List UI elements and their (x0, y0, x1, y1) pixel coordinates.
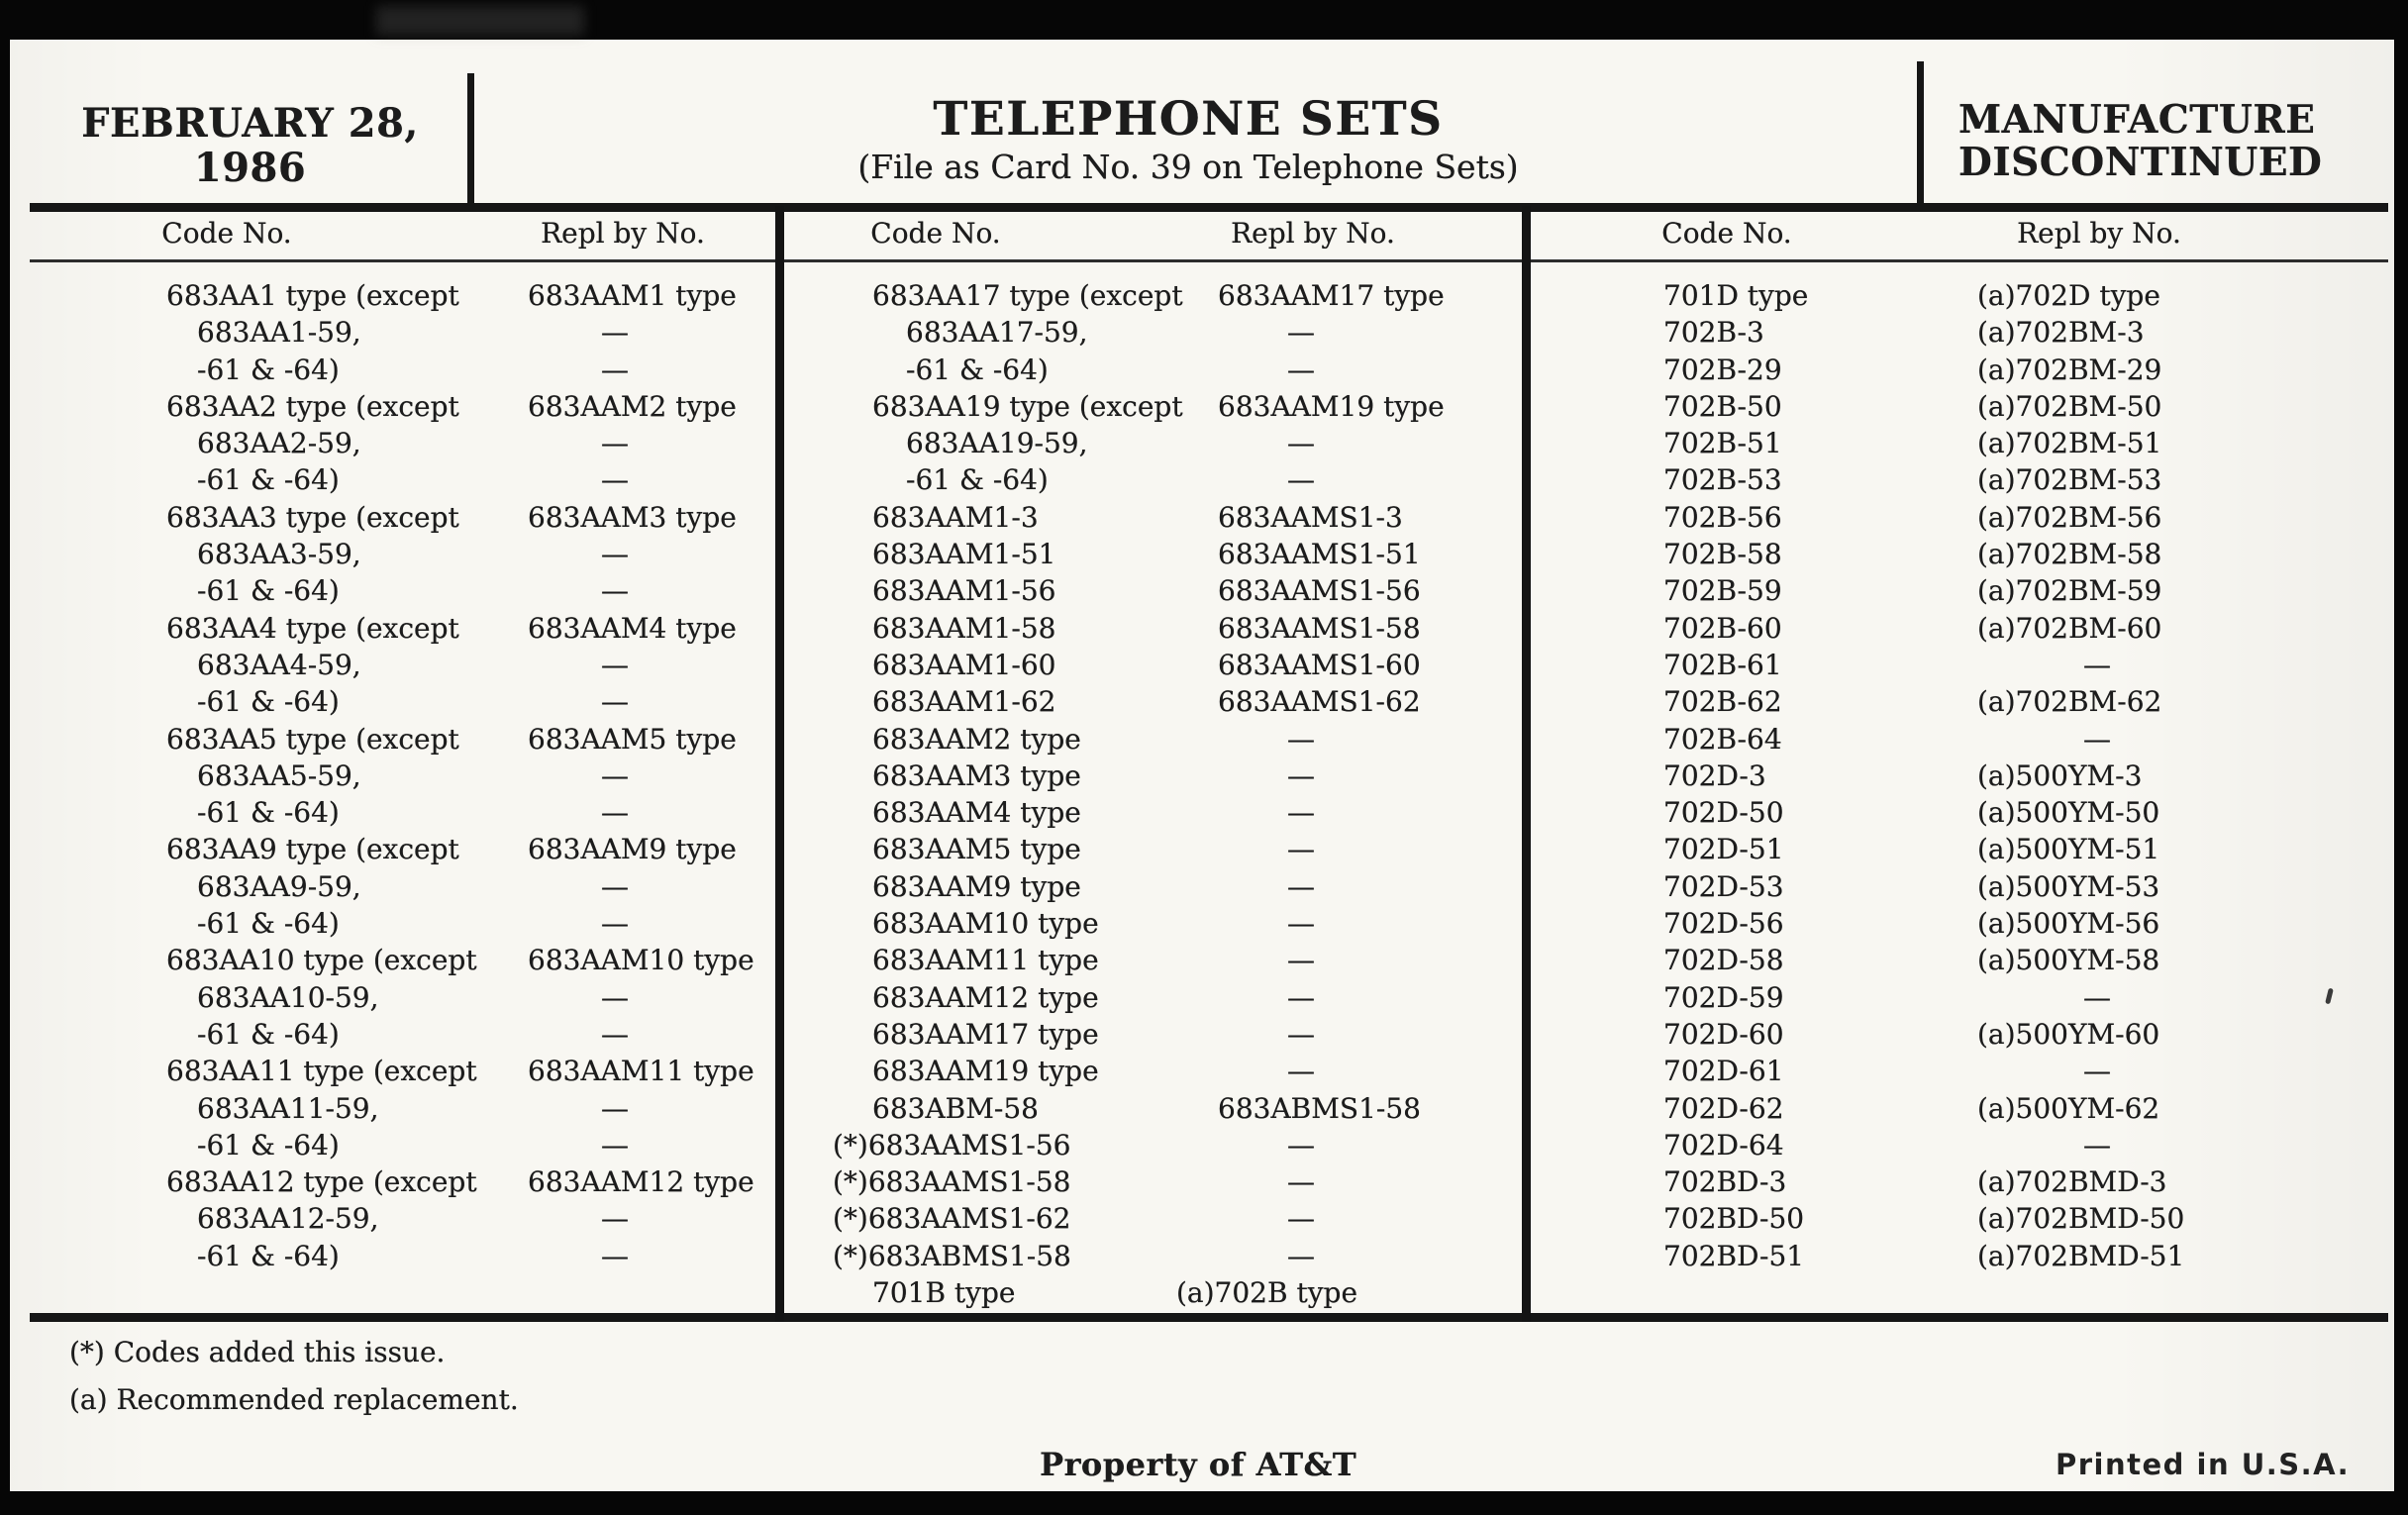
code-cell: 702B-62 (1663, 685, 1782, 719)
repl-cell: (a)500YM-50 (1977, 796, 2160, 830)
issue-date-line2: 1986 (193, 145, 307, 191)
repl-cell: (a)702BM-3 (1977, 316, 2145, 350)
code-cell: -61 & -64) (197, 574, 340, 608)
col-header-repl-1: Repl by No. (541, 217, 705, 250)
code-cell: 683AAM1-51 (872, 538, 1056, 571)
code-cell: 702B-3 (1663, 316, 1764, 350)
code-cell: 683AA5-59, (197, 758, 361, 792)
repl-cell: (a)500YM-60 (1977, 1017, 2160, 1051)
repl-cell: (a)702BM-58 (1977, 538, 2162, 571)
code-cell: (*)683AAMS1-58 (833, 1165, 1071, 1199)
repl-cell: 683AAM3 type (528, 500, 737, 534)
repl-cell: (a)702BM-53 (1977, 463, 2162, 497)
issue-date-line1: FEBRUARY 28, (81, 100, 419, 147)
repl-cell: — (1287, 869, 1315, 903)
group-divider-2 (1522, 206, 1531, 1322)
code-cell: 702D-61 (1663, 1055, 1784, 1088)
code-cell: 683AA9 type (except (166, 833, 459, 866)
col-header-repl-2: Repl by No. (1231, 217, 1395, 250)
repl-cell: — (601, 574, 629, 608)
code-cell: -61 & -64) (197, 1128, 340, 1162)
repl-cell: 683AAMS1-51 (1218, 538, 1421, 571)
code-cell: 701D type (1663, 279, 1809, 312)
code-cell: 702D-62 (1663, 1091, 1784, 1125)
repl-cell: — (1287, 353, 1315, 386)
repl-cell: — (1287, 1239, 1315, 1272)
repl-cell: (a)702BM-29 (1977, 353, 2162, 386)
code-cell: -61 & -64) (197, 463, 340, 497)
repl-cell: 683ABMS1-58 (1218, 1091, 1421, 1125)
code-cell: 702D-64 (1663, 1128, 1784, 1162)
column-header-rule (30, 259, 2388, 262)
repl-cell: (a)500YM-58 (1977, 944, 2160, 977)
repl-cell: — (2083, 1055, 2111, 1088)
code-cell: (*)683AAMS1-56 (833, 1128, 1071, 1162)
code-cell: 683AA12 type (except (166, 1165, 477, 1199)
repl-cell: 683AAM19 type (1218, 389, 1445, 423)
repl-cell: 683AAMS1-62 (1218, 685, 1421, 719)
footer-printed: Printed in U.S.A. (2056, 1448, 2351, 1481)
repl-cell: (a)702BM-62 (1977, 685, 2162, 719)
code-cell: 683AA1 type (except (166, 279, 459, 312)
repl-cell: (a)702D type (1977, 279, 2160, 312)
footer-property: Property of AT&T (1040, 1446, 1357, 1483)
code-cell: (*)683ABMS1-58 (833, 1239, 1071, 1272)
repl-cell: — (1287, 463, 1315, 497)
repl-cell: (a)500YM-62 (1977, 1091, 2160, 1125)
code-cell: 683AA4 type (except (166, 611, 459, 645)
code-cell: 702B-53 (1663, 463, 1782, 497)
code-cell: 702D-53 (1663, 869, 1784, 903)
repl-cell: — (601, 538, 629, 571)
repl-cell: 683AAMS1-60 (1218, 648, 1421, 681)
code-cell: -61 & -64) (197, 796, 340, 830)
footnote-recommended: (a) Recommended replacement. (69, 1383, 519, 1416)
code-cell: 702B-51 (1663, 427, 1782, 460)
table-group-2 (784, 277, 1522, 1311)
repl-cell: — (1287, 1202, 1315, 1236)
repl-cell: (a)500YM-53 (1977, 869, 2160, 903)
code-cell: 702B-50 (1663, 389, 1782, 423)
repl-cell: 683AAM11 type (528, 1055, 754, 1088)
repl-cell: 683AAM10 type (528, 944, 754, 977)
code-cell: 702B-61 (1663, 648, 1782, 681)
repl-cell: — (601, 1202, 629, 1236)
code-cell: 683AA3 type (except (166, 500, 459, 534)
code-cell: 702BD-3 (1663, 1165, 1787, 1199)
code-cell: 702B-58 (1663, 538, 1782, 571)
code-cell: 683AA2 type (except (166, 389, 459, 423)
code-cell: 683AA10-59, (197, 980, 379, 1014)
code-cell: 683AA11 type (except (166, 1055, 477, 1088)
repl-cell: — (1287, 427, 1315, 460)
repl-cell: (a)500YM-56 (1977, 907, 2160, 941)
card-title-block (465, 92, 1911, 186)
code-cell: 702B-59 (1663, 574, 1782, 608)
code-cell: 683AA19-59, (906, 427, 1088, 460)
table-group-3 (1531, 277, 2386, 1274)
scan-top-bar-streak (376, 6, 584, 36)
code-cell: 683AAM5 type (872, 833, 1081, 866)
header-separator-right (1917, 61, 1924, 203)
repl-cell: (a)500YM-51 (1977, 833, 2160, 866)
code-cell: 702D-3 (1663, 758, 1766, 792)
repl-cell: — (601, 1091, 629, 1125)
code-cell: 683AA5 type (except (166, 722, 459, 756)
repl-cell: (a)702BM-51 (1977, 427, 2162, 460)
repl-cell: — (1287, 796, 1315, 830)
code-cell: 683AAM1-62 (872, 685, 1056, 719)
card-title: TELEPHONE SETS (933, 92, 1444, 147)
repl-cell: — (601, 427, 629, 460)
code-cell: 683AA12-59, (197, 1202, 379, 1236)
repl-cell: — (601, 796, 629, 830)
code-cell: -61 & -64) (197, 1239, 340, 1272)
repl-cell: — (601, 353, 629, 386)
code-cell: 683AAM10 type (872, 907, 1099, 941)
code-cell: 702D-56 (1663, 907, 1784, 941)
repl-cell: 683AAM12 type (528, 1165, 754, 1199)
repl-cell: (a)702BM-59 (1977, 574, 2162, 608)
code-cell: 683AAM1-56 (872, 574, 1056, 608)
code-cell: 702BD-51 (1663, 1239, 1805, 1272)
code-cell: 683AAM1-3 (872, 500, 1039, 534)
code-cell: -61 & -64) (197, 353, 340, 386)
code-cell: 702D-58 (1663, 944, 1784, 977)
code-cell: 683AA3-59, (197, 538, 361, 571)
status-label (1958, 99, 2374, 184)
col-header-code-1: Code No. (161, 217, 292, 250)
repl-cell: 683AAMS1-58 (1218, 611, 1421, 645)
status-line2: DISCONTINUED (1958, 140, 2323, 185)
code-cell: 702B-60 (1663, 611, 1782, 645)
code-cell: 702D-51 (1663, 833, 1784, 866)
code-cell: 683AAM3 type (872, 758, 1081, 792)
code-cell: 683AA17 type (except (872, 279, 1183, 312)
code-cell: 702D-50 (1663, 796, 1784, 830)
code-cell: 701B type (872, 1276, 1016, 1310)
code-cell: 702D-59 (1663, 980, 1784, 1014)
repl-cell: — (2083, 722, 2111, 756)
header-separator-left (467, 73, 474, 203)
col-header-code-3: Code No. (1661, 217, 1792, 250)
repl-cell: — (601, 758, 629, 792)
repl-cell: — (1287, 758, 1315, 792)
repl-cell: (a)702BM-50 (1977, 389, 2162, 423)
repl-cell: (a)702BMD-51 (1977, 1239, 2185, 1272)
repl-cell: — (601, 869, 629, 903)
col-header-code-2: Code No. (870, 217, 1001, 250)
repl-cell: — (2083, 648, 2111, 681)
repl-cell: (a)702BMD-3 (1977, 1165, 2167, 1199)
code-cell: 683AA11-59, (197, 1091, 379, 1125)
code-cell: -61 & -64) (197, 907, 340, 941)
repl-cell: — (601, 1017, 629, 1051)
repl-cell: — (1287, 833, 1315, 866)
code-cell: 683AA17-59, (906, 316, 1088, 350)
code-cell: 702BD-50 (1663, 1202, 1805, 1236)
repl-cell: — (601, 1128, 629, 1162)
code-cell: 683AA1-59, (197, 316, 361, 350)
code-cell: 683AAM11 type (872, 944, 1099, 977)
repl-cell: — (1287, 944, 1315, 977)
code-cell: -61 & -64) (197, 1017, 340, 1051)
code-cell: 702D-60 (1663, 1017, 1784, 1051)
code-cell: 702B-29 (1663, 353, 1782, 386)
repl-cell: — (2083, 1128, 2111, 1162)
status-line1: MANUFACTURE (1958, 97, 2316, 143)
code-cell: -61 & -64) (906, 463, 1049, 497)
repl-cell: — (2083, 980, 2111, 1014)
repl-cell: — (1287, 980, 1315, 1014)
repl-cell: — (1287, 316, 1315, 350)
code-cell: 683AAM12 type (872, 980, 1099, 1014)
repl-cell: — (601, 463, 629, 497)
table-group-1 (40, 277, 775, 1274)
code-cell: 683AA19 type (except (872, 389, 1183, 423)
code-cell: 683AAM4 type (872, 796, 1081, 830)
code-cell: 683ABM-58 (872, 1091, 1039, 1125)
header-rule (30, 203, 2388, 212)
repl-cell: 683AAMS1-56 (1218, 574, 1421, 608)
repl-cell: 683AAM1 type (528, 279, 737, 312)
repl-cell: — (1287, 722, 1315, 756)
repl-cell: — (601, 980, 629, 1014)
repl-cell: — (601, 685, 629, 719)
repl-cell: 683AAM5 type (528, 722, 737, 756)
code-cell: 683AA2-59, (197, 427, 361, 460)
code-cell: 683AAM19 type (872, 1055, 1099, 1088)
repl-cell: (a)702BMD-50 (1977, 1202, 2185, 1236)
repl-cell: — (601, 316, 629, 350)
table-bottom-rule (30, 1313, 2388, 1322)
repl-cell: — (601, 648, 629, 681)
repl-cell: (a)702BM-56 (1977, 500, 2162, 534)
repl-cell: — (1287, 1128, 1315, 1162)
code-cell: 683AAM2 type (872, 722, 1081, 756)
repl-cell: — (601, 1239, 629, 1272)
code-cell: 683AAM1-60 (872, 648, 1056, 681)
code-cell: -61 & -64) (906, 353, 1049, 386)
group-divider-1 (775, 206, 784, 1322)
repl-cell: 683AAM9 type (528, 833, 737, 866)
footnote-codes-added: (*) Codes added this issue. (69, 1336, 446, 1368)
repl-cell: — (1287, 1165, 1315, 1199)
code-cell: 683AAM17 type (872, 1017, 1099, 1051)
code-cell: 702B-64 (1663, 722, 1782, 756)
repl-cell: 683AAM4 type (528, 611, 737, 645)
repl-cell: — (1287, 907, 1315, 941)
code-cell: 702B-56 (1663, 500, 1782, 534)
repl-cell: — (601, 907, 629, 941)
repl-cell: (a)702BM-60 (1977, 611, 2162, 645)
repl-cell: (a)702B type (1176, 1276, 1358, 1310)
issue-date (59, 101, 441, 190)
code-cell: 683AA9-59, (197, 869, 361, 903)
col-header-repl-3: Repl by No. (2017, 217, 2181, 250)
repl-cell: 683AAM17 type (1218, 279, 1445, 312)
code-cell: 683AA4-59, (197, 648, 361, 681)
repl-cell: — (1287, 1055, 1315, 1088)
repl-cell: 683AAM2 type (528, 389, 737, 423)
code-cell: 683AAM1-58 (872, 611, 1056, 645)
repl-cell: (a)500YM-3 (1977, 758, 2143, 792)
code-cell: -61 & -64) (197, 685, 340, 719)
code-cell: 683AAM9 type (872, 869, 1081, 903)
code-cell: (*)683AAMS1-62 (833, 1202, 1071, 1236)
code-cell: 683AA10 type (except (166, 944, 477, 977)
repl-cell: 683AAMS1-3 (1218, 500, 1403, 534)
repl-cell: — (1287, 1017, 1315, 1051)
card-subtitle: (File as Card No. 39 on Telephone Sets) (857, 148, 1519, 186)
